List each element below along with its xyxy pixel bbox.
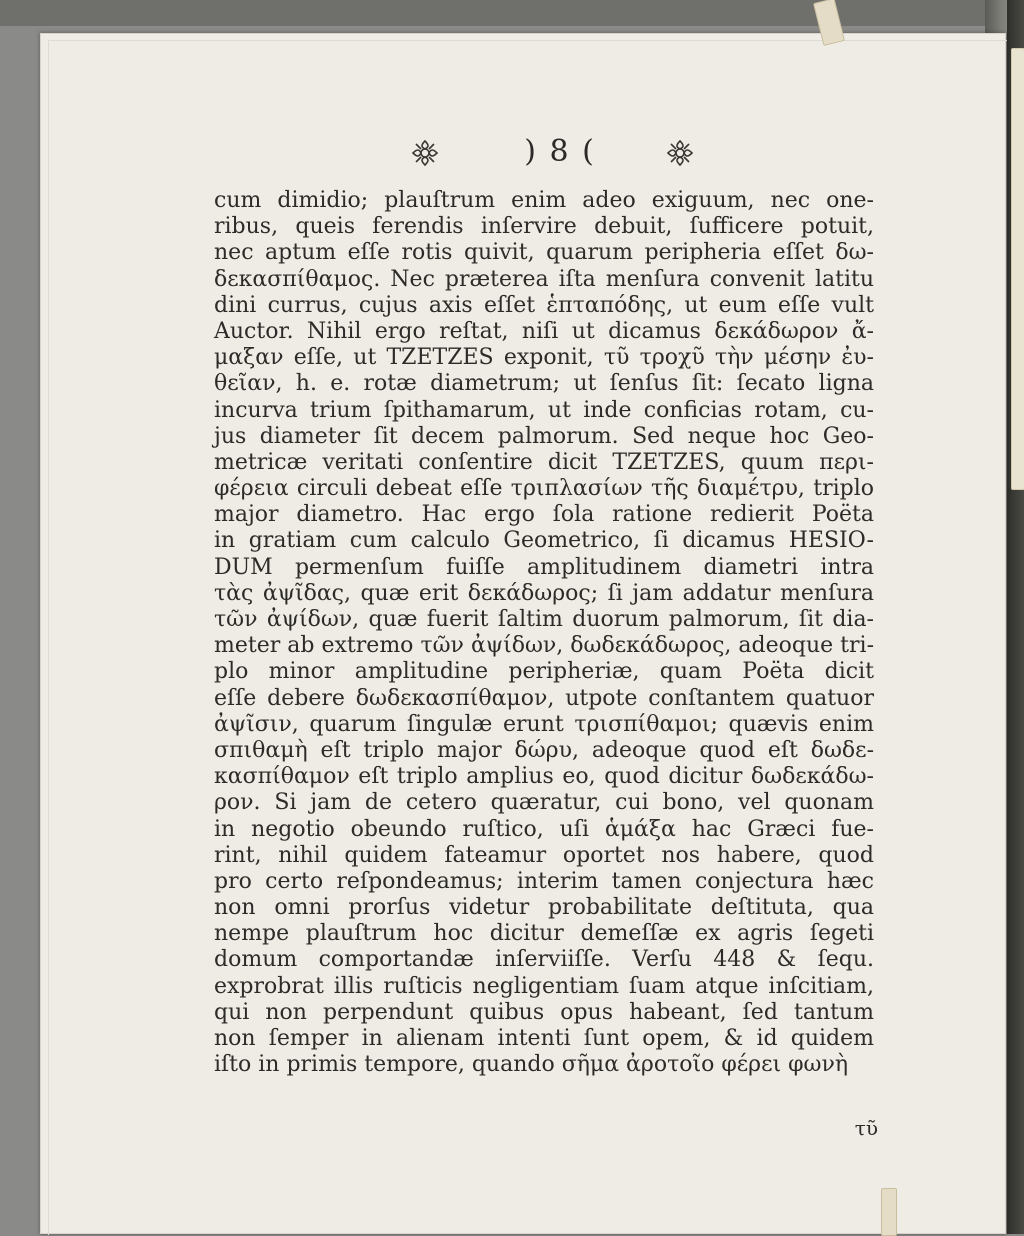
text-line: τὰς ἀψῖδας, quæ erit δεκάδωρος; ſi jam addatur menſura [214,580,874,606]
fleuron-ornament-left-icon [410,138,440,168]
text-line: non omni prorſus videtur probabilitate deſtituta, qua [214,895,874,921]
catchword: τῦ [854,1116,878,1140]
text-line: ρον. Si jam de cetero quæratur, cui bono, vel quonam [214,790,874,816]
page-number: ) 8 ( [524,134,596,169]
text-line: Auctor. Nihil ergo reſtat, niſi ut dicamus δεκάδωρον ἄ- [214,318,874,344]
text-line: rint, nihil quidem fateamur oportet nos habere, quod [214,842,874,868]
text-line: κασπίθαμον eſt triplo amplius eo, quod dicitur δωδεκάδω- [214,764,874,790]
text-line: δεκασπίθαμος. Nec præterea iſta menſura convenit latitu [214,266,874,292]
text-line: in gratiam cum calculo Geometrico, ſi dicamus HESIO- [214,528,874,554]
text-line: exprobrat illis ruſticis negligentiam ſuam atque inſcitiam, [214,973,874,999]
page-header [410,134,710,178]
text-line: iſto in primis tempore, quando σῆμα ἀροτοῖο φέρει φωνὴ [214,1052,849,1078]
text-line: domum comportandæ inſerviiſſe. Verſu 448 & ſequ. [214,947,874,973]
fleuron-ornament-right-icon [665,138,695,168]
text-line: jus diameter ſit decem palmorum. Sed neque hoc Geo- [214,423,874,449]
paper-tab-bottom [881,1188,897,1236]
text-line: qui non perpendunt quibus opus habeant, ſed tantum [214,999,874,1025]
text-line: major diametro. Hac ergo ſola ratione redierit Poëta [214,502,874,528]
body-text [214,188,874,1078]
paper-tab-right [1011,48,1024,490]
text-line: non ſemper in alienam intenti ſunt opem, & id quidem [214,1026,874,1051]
text-line: ἀψῖσιν, quarum ſingulæ erunt τρισπίθαμοι; quævis enim [214,711,874,737]
text-line: cum dimidio; plauſtrum enim adeo exiguum, nec one- [214,188,874,213]
text-line: plo minor amplitudine peripheriæ, quam Poëta dicit [214,659,874,685]
text-line: metricæ veritati conſentire dicit TZETZES, quum περι- [214,449,874,475]
text-line: σπιθαμὴ eſt triplo major δώρυ, adeoque quod eſt δωδε- [214,737,874,763]
text-line: pro certo reſpondeamus; interim tamen conjectura hæc [214,868,874,894]
text-line: ribus, queis ferendis inſervire debuit, ſufficere potuit, [214,214,874,240]
text-line: nempe plauſtrum hoc dicitur demeſſæ ex agris ſegeti [214,921,874,947]
text-line: φέρεια circuli debeat eſſe τριπλασίων τῆς διαμέτρυ, triplo [214,476,874,502]
text-line: eſſe debere δωδεκασπίθαμον, utpote conſtantem quatuor [214,685,874,711]
text-line: μαξαν eſſe, ut TZETZES exponit, τῦ τροχῦ τὴν μέσην ἐυ- [214,345,874,371]
text-line: τῶν ἀψίδων, quæ fuerit ſaltim duorum palmorum, ſit dia- [214,607,874,632]
text-line: θεῖαν, h. e. rotæ diametrum; ut ſenſus ſit: ſecato ligna [214,371,874,397]
scanner-background-top [0,0,1024,26]
text-line: nec aptum eſſe rotis quivit, quarum peripheria eſſet δω- [214,240,874,266]
text-line: DUM permenſum fuiſſe amplitudinem diametri intra [214,554,874,580]
text-line: dini currus, cujus axis eſſet ἑπταπόδης, ut eum eſſe vult [214,292,874,318]
text-line: in negotio obeundo ruſtico, uſi ἁμάξα hac Græci fue- [214,816,874,842]
text-line: meter ab extremo τῶν ἀψίδων, δωδεκάδωρος, adeoque tri- [214,633,874,659]
text-line: incurva trium ſpithamarum, ut inde conficias rotam, cu- [214,397,874,423]
